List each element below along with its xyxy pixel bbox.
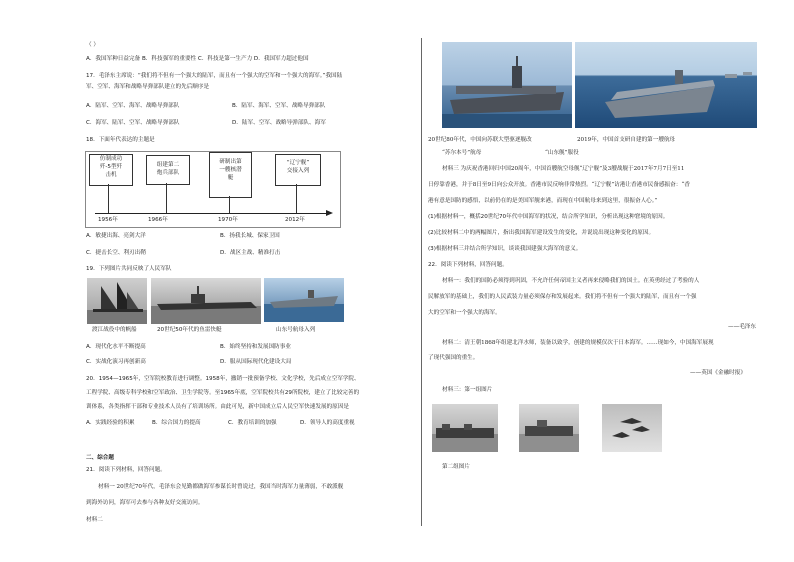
- photo-caption-left-2: “苏尔本号”航母: [442, 150, 482, 156]
- photo-varyag-carrier: [442, 42, 572, 128]
- q19-option-b: B．始终坚持和发展国防事业: [220, 344, 291, 350]
- q17-option-d: D．陆军、空军、战略导弹部队、海军: [232, 120, 326, 126]
- q22-stem: 22．阅读下列材料，回答问题。: [428, 262, 508, 268]
- q22-photo-group1-2: [519, 404, 579, 452]
- q21-material3-line3: 港有意是国防的感悟，以前仍在的是美国军舰来港，而现在中国航母来到这里，很振奋人心。”: [428, 198, 658, 204]
- q18-option-c: C．捷击长空、利刃出鞘: [86, 250, 146, 256]
- q17-option-c: C．海军、陆军、空军、战略导弹部队: [86, 120, 180, 126]
- timeline-year-4: 2012年: [285, 217, 305, 223]
- q18-stem: 18．下面年代表达的主题是: [86, 137, 155, 143]
- q16-paren: （ ）: [86, 42, 99, 48]
- q19-photo-sailboat: [87, 278, 147, 324]
- timeline-box-3: 研制出第 一艘核潜 艇: [209, 152, 252, 198]
- q21-material3-line2: 日停靠香港，并于8日至9日向公众开放。香港市民反响非常热烈。“辽宁舰”访港让香港市民备感振奋：“香: [428, 182, 690, 188]
- timeline-arrow-icon: [326, 210, 333, 216]
- q21-question-1: (1)根据材料一，概括20世纪70年代中国海军的状况，结合所学知识，分析出现这种窘境的原因。: [428, 214, 669, 220]
- q21-question-2: (2)比较材料二中的两幅图片，指出我国海军建设发生的变化，并说说出现这种变化的原因。: [428, 230, 655, 236]
- photo-caption-left: 20世纪80年代，中国向苏联大型驱逐舰改: [428, 137, 532, 143]
- q20-option-d: D．领导人的高度重视: [300, 420, 355, 426]
- q17-stem-line2: 军、空军、海军和战略导弹部队建立的先后顺序是: [86, 84, 210, 90]
- q19-option-d: D．服从国际现代化建设大局: [220, 359, 292, 365]
- q19-stem: 19．下列图片共同反映了人民军队: [86, 266, 172, 272]
- q21-material1-line2: 到海外访问，海军可去参与各种友好交流访问。: [86, 500, 204, 506]
- q18-option-d: D．战区主战、精准打击: [220, 250, 281, 256]
- q20-option-b: B．综合国力的提高: [152, 420, 201, 426]
- photo-caption-right-2: “山东舰”服役: [545, 150, 579, 156]
- photo-shandong-carrier: [575, 42, 757, 128]
- q17-option-a: A．陆军、空军、海军、战略导弹部队: [86, 103, 180, 109]
- q19-photo-carrier: [264, 278, 344, 322]
- timeline-connector-1: [108, 184, 109, 213]
- q21-question-3: (3)根据材料三并结合所学知识，谈谈我国建强大海军的意义。: [428, 246, 582, 252]
- q17-option-b: B．陆军、海军、空军、战略导弹部队: [232, 103, 326, 109]
- timeline-connector-4: [296, 184, 297, 213]
- q19-caption-1: 渡江战役中的帆船: [92, 327, 137, 333]
- q22-material3-group2-label: 第二组图片: [442, 464, 470, 470]
- q20-option-a: A．实践经验的积累: [86, 420, 135, 426]
- q17-stem-line1: 17．毛泽东主席说：“我们将不但有一个强大的陆军，而且有一个强大的空军和一个强大的海军。”我国陆: [86, 73, 343, 79]
- q22-material1-line3: 大的空军和一个强大的海军。: [428, 310, 501, 316]
- q20-option-c: C．教育培训的加强: [228, 420, 277, 426]
- q22-source-2: ——英国《金融时报》: [690, 370, 746, 376]
- q22-photo-group1-3: [602, 404, 662, 452]
- q18-option-a: A．敏捷出海、亮剑大洋: [86, 233, 146, 239]
- timeline-year-3: 1970年: [218, 217, 238, 223]
- q22-material1-line1: 材料一：我们的国防必须得到巩固，不允许任何帝国主义者再来侵略我们的国土。在英勇经过了考验的人: [442, 278, 700, 284]
- q22-material2-line2: 了现代强国的重生。: [428, 355, 479, 361]
- timeline-box-4: “辽宁舰” 交接入列: [275, 154, 321, 186]
- q21-stem: 21．阅读下列材料，回答问题。: [86, 467, 166, 473]
- q19-caption-2: 20世纪50年代的鱼雷快艇: [157, 327, 222, 333]
- q21-material3-line1: 材料三 为庆祝香港回归中国20周年，中国首艘航空母舰“辽宁舰”及3艘战舰于2017年7月7日至11: [442, 166, 685, 172]
- column-divider: [421, 38, 422, 526]
- q20-line3: 训体系，各类指挥干部和专业技术人员有了培训场所。由此可见，新中国成立后人民空军快速发展的原因是: [86, 404, 349, 410]
- timeline-year-2: 1966年: [148, 217, 168, 223]
- q22-material2-line1: 材料二：清王朝1868年组建北洋水师，装备以致学，创建的规模仅次于日本海军。……现如今，中国海军展现: [442, 340, 714, 346]
- q19-photo-torpedo-boat: [151, 278, 261, 324]
- q21-material1-line1: 材料一 20世纪70年代，毛泽东会见勤都做海军参谋长时曾说过，我国当时海军力量薄弱，不敢派舰: [98, 484, 344, 490]
- photo-caption-right: 2019年，中国首支研自建的第一艘航母: [577, 137, 676, 143]
- q16-options: A．我国军种日益完备 B．科技强军的重要性 C．科技是第一生产力 D．我国军力超过他国: [86, 56, 309, 62]
- timeline-year-1: 1956年: [98, 217, 118, 223]
- q20-line1: 20．1954—1965年，空军院校教育进行调整。1958年，撤销一批预备学校、文化学校，先后成立空军学院、: [86, 376, 360, 382]
- q19-option-c: C．实战化演习再创新高: [86, 359, 146, 365]
- q22-source-1: ——毛泽东: [728, 324, 756, 330]
- timeline-box-2: 组建第二 炮兵部队: [146, 155, 190, 185]
- q22-photo-group1-1: [432, 404, 498, 452]
- timeline-connector-3: [229, 196, 230, 213]
- q19-option-a: A．现代化水平不断提高: [86, 344, 146, 350]
- section-2-heading: 二、综合题: [86, 455, 114, 461]
- q22-material3-label: 材料三：第一组图片: [442, 387, 493, 393]
- q21-material2-label: 材料二: [86, 517, 103, 523]
- timeline-box-1: 仿制成功 歼-5型歼 击机: [89, 154, 133, 186]
- timeline-connector-2: [166, 183, 167, 213]
- timeline-axis: [95, 213, 327, 214]
- q18-option-b: B．扬我长城、保家卫国: [220, 233, 280, 239]
- q22-material1-line2: 民解放军的基础上，我们的人民武装力量必须保存和发展起来。我们将不但有一个强大的陆军，而且有一个强: [428, 294, 697, 300]
- q19-caption-3: 山东号航母入列: [276, 327, 316, 333]
- q20-line2: 工程学院、高级专科学校和空军政治、卫生学院等。至1965年底，空军院校共有29所院校，建立了比较完善的: [86, 390, 360, 396]
